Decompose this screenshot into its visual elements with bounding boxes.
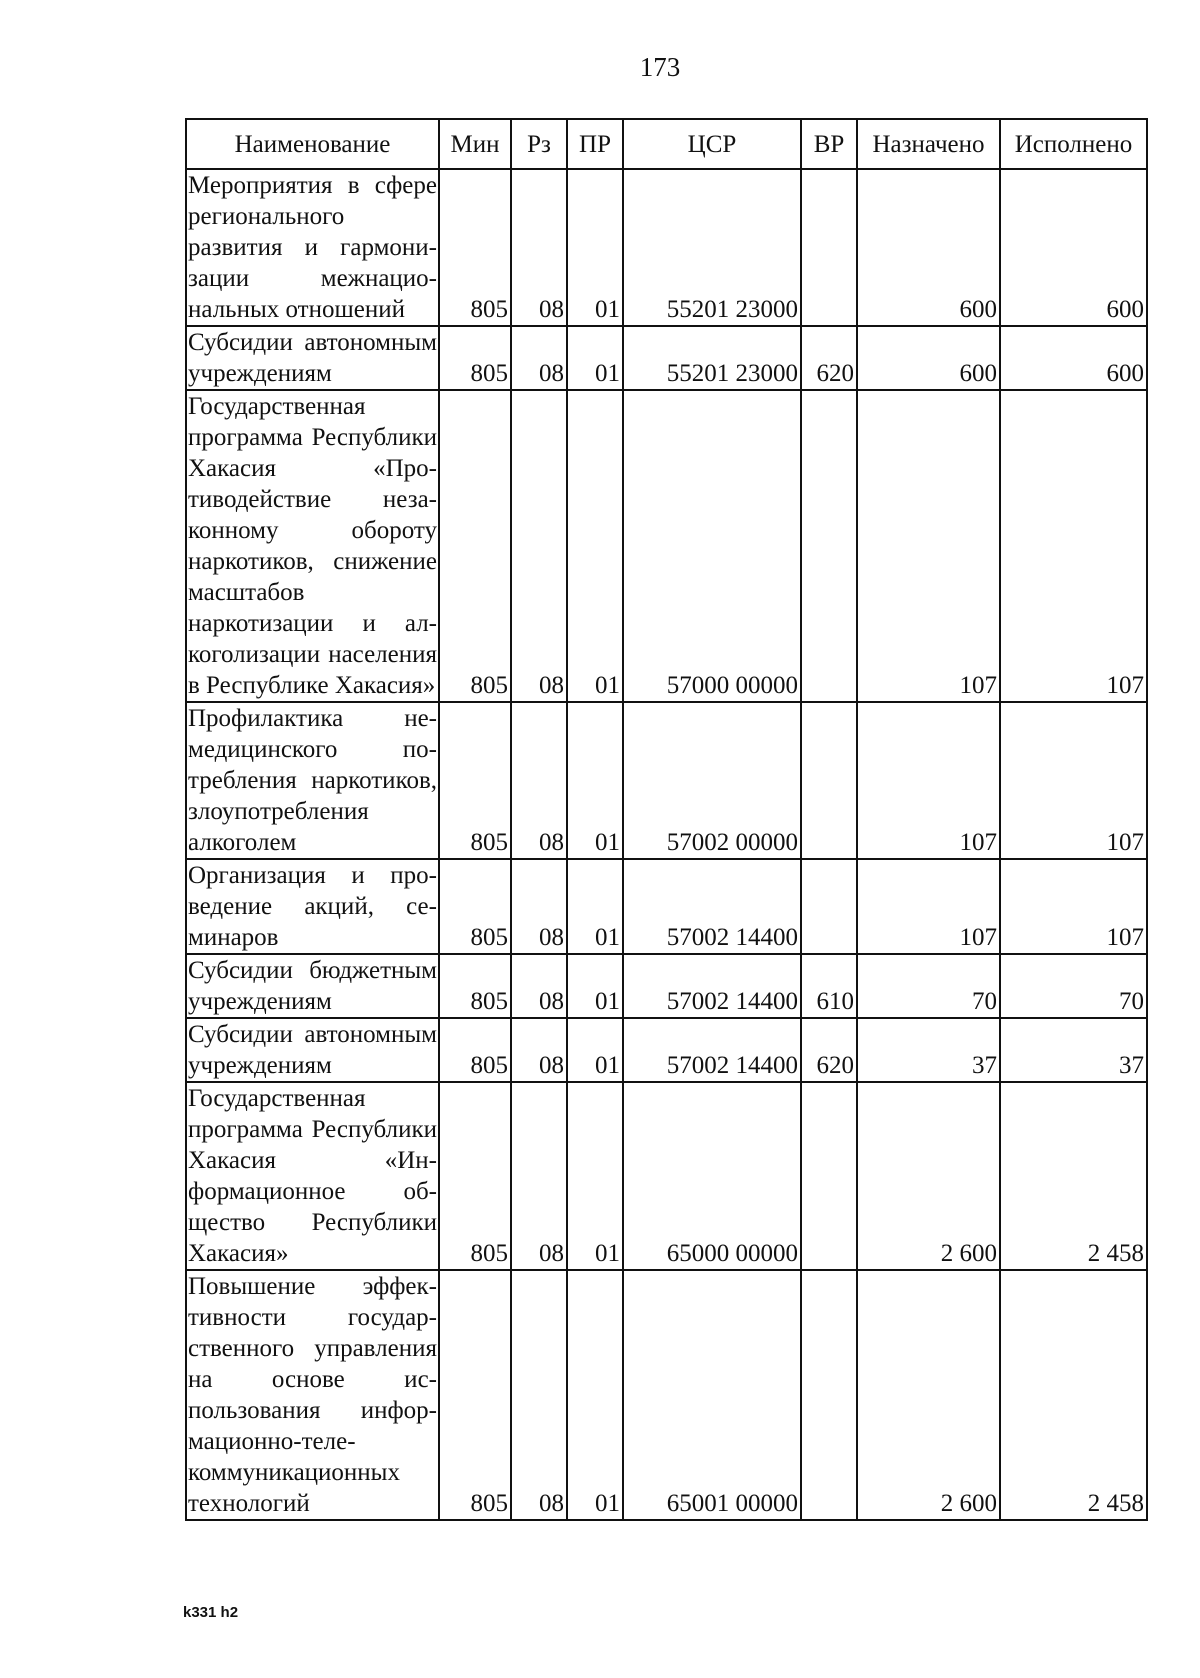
row-executed: 107 bbox=[1000, 702, 1147, 859]
row-min: 805 bbox=[439, 1082, 511, 1270]
row-pr: 01 bbox=[567, 1082, 623, 1270]
row-min: 805 bbox=[439, 169, 511, 326]
row-name: Организация и проведение акций, семинаров bbox=[186, 859, 439, 954]
row-min: 805 bbox=[439, 1270, 511, 1520]
row-csr: 65000 00000 bbox=[623, 1082, 801, 1270]
row-executed: 37 bbox=[1000, 1018, 1147, 1082]
row-executed: 2 458 bbox=[1000, 1270, 1147, 1520]
row-name: Профилактика немедицинского потребления наркотиков, злоупотребления алкоголем bbox=[186, 702, 439, 859]
row-pr: 01 bbox=[567, 702, 623, 859]
row-csr: 55201 23000 bbox=[623, 169, 801, 326]
row-csr: 57002 14400 bbox=[623, 954, 801, 1018]
row-pr: 01 bbox=[567, 954, 623, 1018]
header-min: Мин bbox=[439, 119, 511, 169]
budget-table bbox=[185, 118, 1148, 1521]
row-pr: 01 bbox=[567, 1270, 623, 1520]
row-executed: 70 bbox=[1000, 954, 1147, 1018]
row-csr: 57002 14400 bbox=[623, 1018, 801, 1082]
row-assigned: 600 bbox=[857, 326, 1000, 390]
row-min: 805 bbox=[439, 390, 511, 702]
header-executed: Исполнено bbox=[1000, 119, 1147, 169]
row-vr bbox=[801, 1270, 857, 1520]
table-row bbox=[186, 390, 1147, 702]
row-min: 805 bbox=[439, 702, 511, 859]
row-pr: 01 bbox=[567, 390, 623, 702]
header-assigned: Назначено bbox=[857, 119, 1000, 169]
table-row bbox=[186, 1018, 1147, 1082]
row-pr: 01 bbox=[567, 1018, 623, 1082]
table-header-row bbox=[186, 119, 1147, 169]
row-name: Повышение эффективности государственного управления на основе использования информационно-телекоммуникационных технологий bbox=[186, 1270, 439, 1520]
row-rz: 08 bbox=[511, 1082, 567, 1270]
row-assigned: 600 bbox=[857, 169, 1000, 326]
row-rz: 08 bbox=[511, 702, 567, 859]
row-pr: 01 bbox=[567, 326, 623, 390]
footer-code: k331 h2 bbox=[183, 1604, 239, 1621]
row-rz: 08 bbox=[511, 169, 567, 326]
header-rz: Рз bbox=[511, 119, 567, 169]
header-csr: ЦСР bbox=[623, 119, 801, 169]
row-vr bbox=[801, 169, 857, 326]
row-executed: 600 bbox=[1000, 169, 1147, 326]
row-assigned: 107 bbox=[857, 390, 1000, 702]
row-assigned: 70 bbox=[857, 954, 1000, 1018]
row-assigned: 37 bbox=[857, 1018, 1000, 1082]
row-vr: 610 bbox=[801, 954, 857, 1018]
header-pr: ПР bbox=[567, 119, 623, 169]
row-name: Мероприятия в сфере регионального развития и гармонизации межнациональных отношений bbox=[186, 169, 439, 326]
table-row bbox=[186, 326, 1147, 390]
row-pr: 01 bbox=[567, 859, 623, 954]
row-assigned: 2 600 bbox=[857, 1082, 1000, 1270]
row-name: Государственная программа Республики Хакасия «Противодействие незаконному обороту наркотиков, снижение масштабов наркотизации и алкоголизации населения в Республике Хакасия» bbox=[186, 390, 439, 702]
row-csr: 65001 00000 bbox=[623, 1270, 801, 1520]
row-executed: 2 458 bbox=[1000, 1082, 1147, 1270]
row-executed: 600 bbox=[1000, 326, 1147, 390]
table-row bbox=[186, 169, 1147, 326]
row-vr: 620 bbox=[801, 326, 857, 390]
table-row bbox=[186, 702, 1147, 859]
table-row bbox=[186, 954, 1147, 1018]
row-min: 805 bbox=[439, 326, 511, 390]
row-rz: 08 bbox=[511, 859, 567, 954]
row-name: Субсидии автономным учреждениям bbox=[186, 326, 439, 390]
table-row bbox=[186, 1082, 1147, 1270]
row-csr: 57002 14400 bbox=[623, 859, 801, 954]
header-vr: ВР bbox=[801, 119, 857, 169]
row-rz: 08 bbox=[511, 326, 567, 390]
row-vr bbox=[801, 390, 857, 702]
row-name: Субсидии автономным учреждениям bbox=[186, 1018, 439, 1082]
row-pr: 01 bbox=[567, 169, 623, 326]
row-rz: 08 bbox=[511, 954, 567, 1018]
table-row bbox=[186, 859, 1147, 954]
row-min: 805 bbox=[439, 859, 511, 954]
row-name: Государственная программа Республики Хакасия «Информационное общество Республики Хакасия» bbox=[186, 1082, 439, 1270]
row-vr bbox=[801, 702, 857, 859]
header-name: Наименование bbox=[186, 119, 439, 169]
row-name: Субсидии бюджетным учреждениям bbox=[186, 954, 439, 1018]
row-csr: 57002 00000 bbox=[623, 702, 801, 859]
row-executed: 107 bbox=[1000, 859, 1147, 954]
page-number: 173 bbox=[639, 52, 681, 82]
row-min: 805 bbox=[439, 1018, 511, 1082]
table-row bbox=[186, 1270, 1147, 1520]
row-vr: 620 bbox=[801, 1018, 857, 1082]
row-rz: 08 bbox=[511, 390, 567, 702]
row-vr bbox=[801, 859, 857, 954]
row-rz: 08 bbox=[511, 1270, 567, 1520]
row-min: 805 bbox=[439, 954, 511, 1018]
row-assigned: 2 600 bbox=[857, 1270, 1000, 1520]
row-assigned: 107 bbox=[857, 859, 1000, 954]
row-assigned: 107 bbox=[857, 702, 1000, 859]
row-rz: 08 bbox=[511, 1018, 567, 1082]
row-csr: 57000 00000 bbox=[623, 390, 801, 702]
row-vr bbox=[801, 1082, 857, 1270]
row-csr: 55201 23000 bbox=[623, 326, 801, 390]
row-executed: 107 bbox=[1000, 390, 1147, 702]
